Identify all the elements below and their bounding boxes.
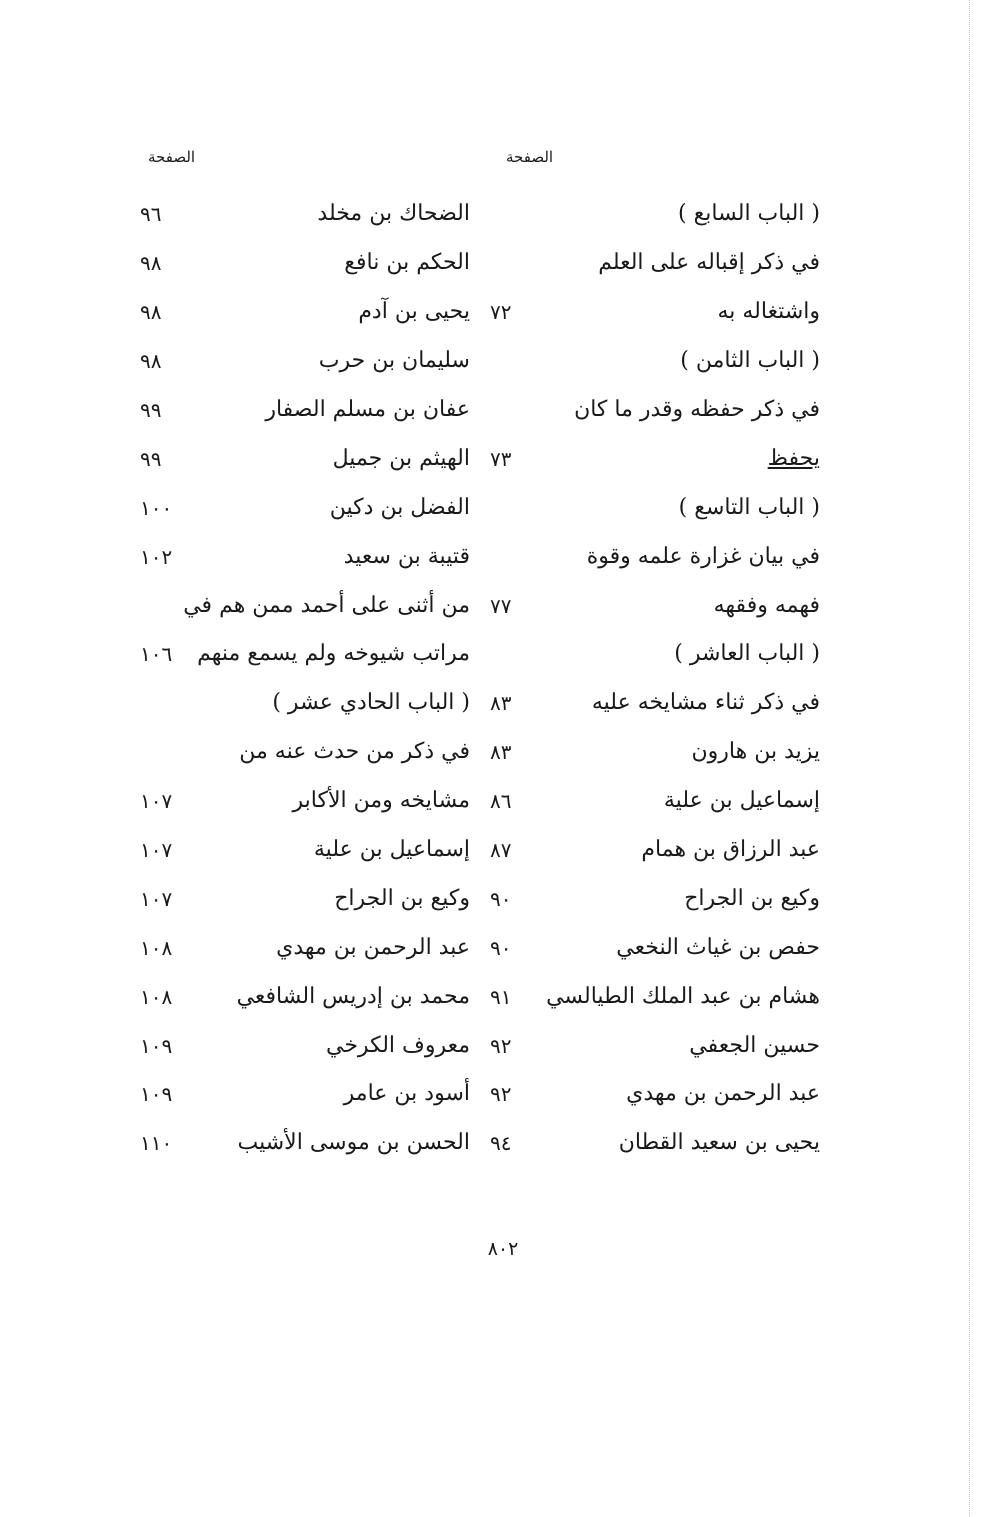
toc-entry-text: الفضل بن دكين <box>329 494 470 520</box>
toc-entry-page: ٧٧ <box>490 593 512 618</box>
toc-entry-text: مراتب شيوخه ولم يسمع منهم <box>197 641 470 667</box>
toc-row <box>490 630 820 679</box>
toc-entry-page: ١١٠ <box>140 1131 173 1156</box>
toc-entry-page: ١٠٢ <box>140 544 173 569</box>
toc-entry-text: ( الباب التاسع ) <box>678 494 820 520</box>
toc-row <box>140 630 470 679</box>
toc-entry-page: ٩١ <box>490 984 512 1009</box>
toc-row <box>140 581 470 630</box>
toc-row <box>140 190 470 239</box>
toc-row <box>140 923 470 972</box>
toc-entry-page: ٩٨ <box>140 251 162 276</box>
toc-row <box>140 728 470 777</box>
toc-entry-text: يزيد بن هارون <box>691 739 820 765</box>
toc-entry-text: مشايخه ومن الأكابر <box>292 788 470 814</box>
toc-row <box>490 532 820 581</box>
toc-entry-page: ٩٨ <box>140 349 162 374</box>
toc-entry-text: ( الباب الثامن ) <box>680 348 820 374</box>
left-column-page-header: الصفحة <box>148 148 196 166</box>
toc-row <box>140 679 470 728</box>
toc-row <box>140 434 470 483</box>
toc-entry-page: ٨٣ <box>490 691 512 716</box>
toc-entry-page: ١٠٩ <box>140 1082 173 1107</box>
toc-entry-page: ٩٨ <box>140 300 162 325</box>
toc-entry-page: ١٠٩ <box>140 1033 173 1058</box>
toc-entry-text: عبد الرحمن بن مهدي <box>626 1081 820 1107</box>
toc-entry-text: الحكم بن نافع <box>344 250 470 276</box>
toc-entry-text: يحيى بن آدم <box>358 299 470 325</box>
toc-entry-text: في بيان غزارة علمه وقوة <box>586 543 820 569</box>
toc-row <box>140 386 470 435</box>
toc-row <box>490 190 820 239</box>
toc-entry-page: ٩٩ <box>140 398 162 422</box>
toc-entry-page: ٧٣ <box>490 446 512 471</box>
toc-row <box>490 239 820 288</box>
toc-row <box>490 386 820 435</box>
toc-row <box>140 777 470 826</box>
right-column-page-header: الصفحة <box>506 148 554 166</box>
toc-row <box>140 1021 470 1070</box>
left-column-toc <box>140 190 470 1168</box>
toc-entry-page: ١٠٧ <box>140 838 173 863</box>
toc-row <box>490 1119 820 1168</box>
toc-entry-page: ٨٦ <box>490 789 512 814</box>
right-column-toc <box>490 190 820 1168</box>
toc-entry-text: عبد الرزاق بن همام <box>641 837 820 863</box>
toc-row <box>140 337 470 386</box>
toc-entry-page: ٩٢ <box>490 1033 512 1058</box>
toc-row <box>490 581 820 630</box>
toc-entry-text: وكيع بن الجراح <box>334 885 470 911</box>
toc-entry-text: في ذكر من حدث عنه من <box>239 739 470 765</box>
toc-entry-text: الضحاك بن مخلد <box>317 201 470 227</box>
toc-row <box>490 1021 820 1070</box>
toc-row <box>490 679 820 728</box>
toc-row <box>490 728 820 777</box>
toc-entry-text: قتيبة بن سعيد <box>343 543 470 569</box>
toc-entry-text: في ذكر إقباله على العلم <box>598 250 820 276</box>
toc-row <box>140 1070 470 1119</box>
toc-entry-page: ٨٧ <box>490 838 512 863</box>
toc-entry-text: حسين الجعفي <box>689 1032 820 1058</box>
toc-entry-text: في ذكر حفظه وقدر ما كان <box>574 397 820 422</box>
toc-entry-text: أسود بن عامر <box>343 1081 470 1107</box>
toc-row <box>490 874 820 923</box>
toc-entry-text: معروف الكرخي <box>326 1032 470 1058</box>
toc-row <box>490 337 820 386</box>
toc-entry-page: ٧٢ <box>490 300 512 325</box>
toc-entry-text: يحيى بن سعيد القطان <box>618 1130 820 1156</box>
toc-row <box>490 972 820 1021</box>
toc-row <box>140 239 470 288</box>
toc-row <box>490 483 820 532</box>
toc-entry-text: محمد بن إدريس الشافعي <box>236 983 470 1009</box>
toc-entry-text: هشام بن عبد الملك الطيالسي <box>546 983 820 1009</box>
toc-entry-page: ٩٩ <box>140 446 162 471</box>
toc-row <box>140 826 470 875</box>
toc-row <box>490 923 820 972</box>
toc-entry-text: الحسن بن موسى الأشيب <box>237 1130 470 1156</box>
toc-row <box>140 972 470 1021</box>
toc-entry-text: وكيع بن الجراح <box>684 885 820 911</box>
toc-entry-page: ١٠٠ <box>140 495 173 520</box>
toc-entry-text: حفص بن غياث النخعي <box>616 934 820 960</box>
toc-entry-page: ١٠٨ <box>140 984 173 1009</box>
toc-row <box>140 874 470 923</box>
toc-entry-page: ٩٢ <box>490 1082 512 1107</box>
toc-entry-text: ( الباب العاشر ) <box>674 641 820 667</box>
toc-row <box>140 1119 470 1168</box>
toc-entry-page: ١٠٧ <box>140 789 173 814</box>
toc-row <box>490 777 820 826</box>
toc-row <box>490 288 820 337</box>
toc-row <box>140 483 470 532</box>
toc-row <box>490 826 820 875</box>
toc-row <box>140 532 470 581</box>
toc-entry-text: فهمه وفقهه <box>713 592 820 618</box>
toc-entry-text: في ذكر ثناء مشايخه عليه <box>591 690 820 716</box>
page-edge-divider <box>969 0 970 1517</box>
toc-entry-text: ( الباب الحادي عشر ) <box>272 690 470 716</box>
toc-entry-text: ( الباب السابع ) <box>678 201 820 227</box>
toc-entry-text: يحفظ <box>767 445 820 471</box>
toc-entry-page: ٩٤ <box>490 1131 512 1156</box>
toc-row <box>490 434 820 483</box>
toc-entry-page: ٩٠ <box>490 935 512 960</box>
toc-row <box>490 1070 820 1119</box>
toc-entry-page: ٨٣ <box>490 740 512 765</box>
toc-entry-text: الهيثم بن جميل <box>332 445 470 471</box>
toc-entry-text: إسماعيل بن علية <box>663 788 820 814</box>
toc-entry-text: عفان بن مسلم الصفار <box>265 397 470 422</box>
toc-entry-text: عبد الرحمن بن مهدي <box>276 934 470 960</box>
toc-entry-text: واشتغاله به <box>717 299 820 325</box>
toc-entry-text: سليمان بن حرب <box>318 348 470 374</box>
toc-entry-page: ٩٠ <box>490 886 512 911</box>
page-number: ٨٠٢ <box>487 1238 519 1260</box>
toc-entry-page: ٩٦ <box>140 202 162 227</box>
toc-entry-page: ١٠٧ <box>140 886 173 911</box>
toc-entry-page: ١٠٦ <box>140 642 173 667</box>
toc-entry-text: إسماعيل بن علية <box>313 837 470 863</box>
toc-entry-page: ١٠٨ <box>140 935 173 960</box>
toc-entry-text: من أثنى على أحمد ممن هم في <box>183 592 470 618</box>
toc-row <box>140 288 470 337</box>
